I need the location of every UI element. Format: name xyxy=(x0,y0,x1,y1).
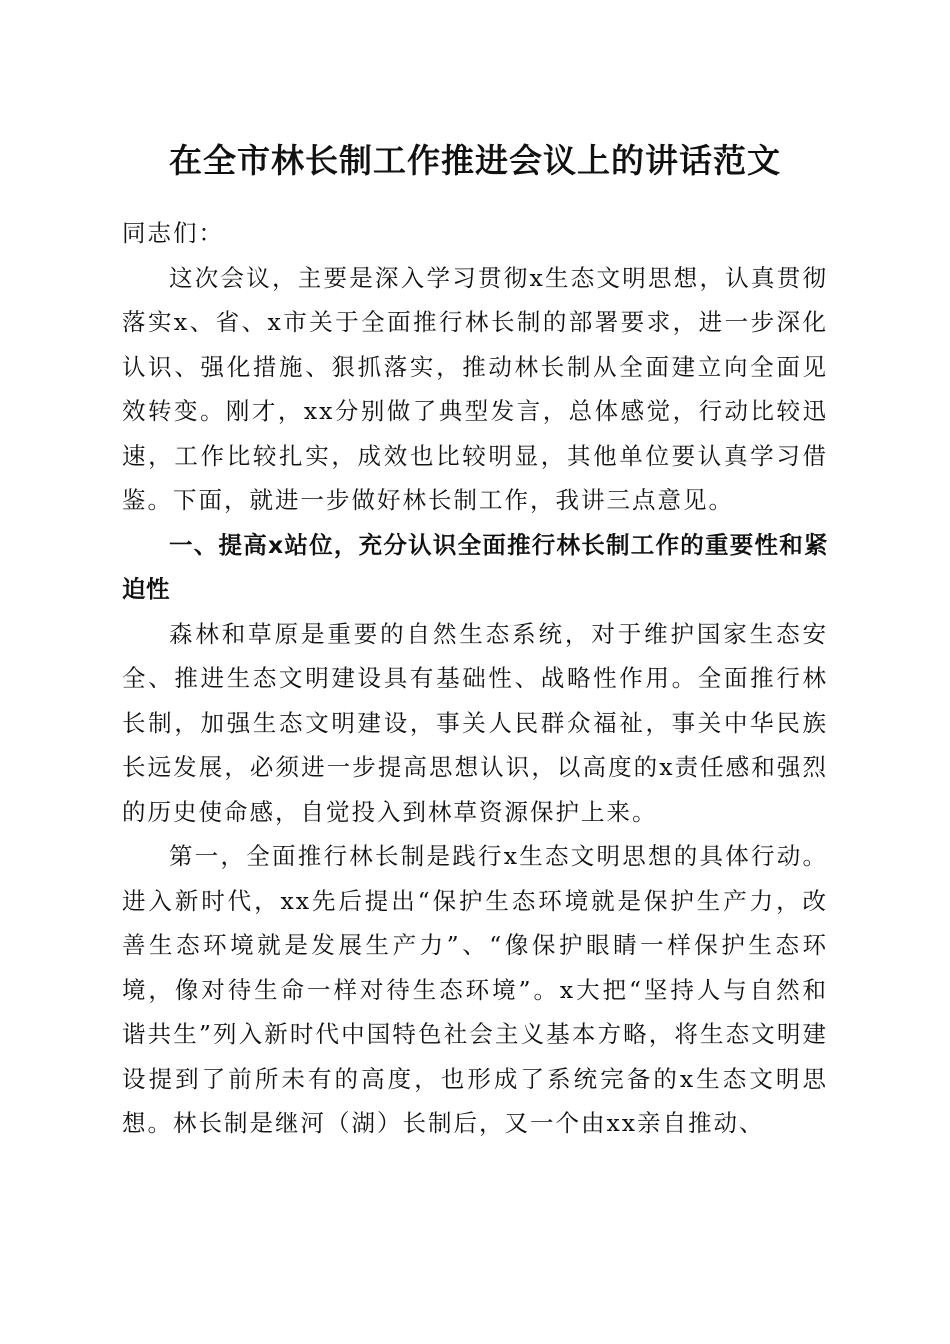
section-heading-1: 一、提高x站位，充分认识全面推行林长制工作的重要性和紧迫性 xyxy=(122,530,828,603)
salutation: 同志们： xyxy=(122,219,224,247)
document-body xyxy=(122,211,828,1146)
paragraph-section-1: 森林和草原是重要的自然生态系统，对于维护国家生态安全、推进生态文明建设具有基础性、战略性作用。全面推行林长制，加强生态文明建设，事关人民群众福祉，事关中华民族长远发展，必须进一步提高思想认识，以高度的x责任感和强烈的历史使命感，自觉投入到林草资源保护上来。 xyxy=(122,619,828,826)
paragraph-intro: 这次会议，主要是深入学习贯彻x生态文明思想，认真贯彻落实x、省、x市关于全面推行林长制的部署要求，进一步深化认识、强化措施、狠抓落实，推动林长制从全面建立向全面见效转变。刚才，xx分别做了典型发言，总体感觉，行动比较迅速，工作比较扎实，成效也比较明显，其他单位要认真学习借鉴。下面，就进一步做好林长制工作，我讲三点意见。 xyxy=(122,263,828,514)
paragraph-point-1: 第一，全面推行林长制是践行x生态文明思想的具体行动。进入新时代，xx先后提出“保护生态环境就是保护生产力，改善生态环境就是发展生产力”、“像保护眼睛一样保护生态环境，像对待生命一样对待生态环境”。x大把“坚持人与自然和谐共生”列入新时代中国特色社会主义基本方略，将生态文明建设提到了前所未有的高度，也形成了系统完备的x生态文明思想。林长制是继河（湖）长制后，又一个由xx亲自推动、 xyxy=(122,842,828,1137)
document-title: 在全市林长制工作推进会议上的讲话范文 xyxy=(169,141,781,180)
